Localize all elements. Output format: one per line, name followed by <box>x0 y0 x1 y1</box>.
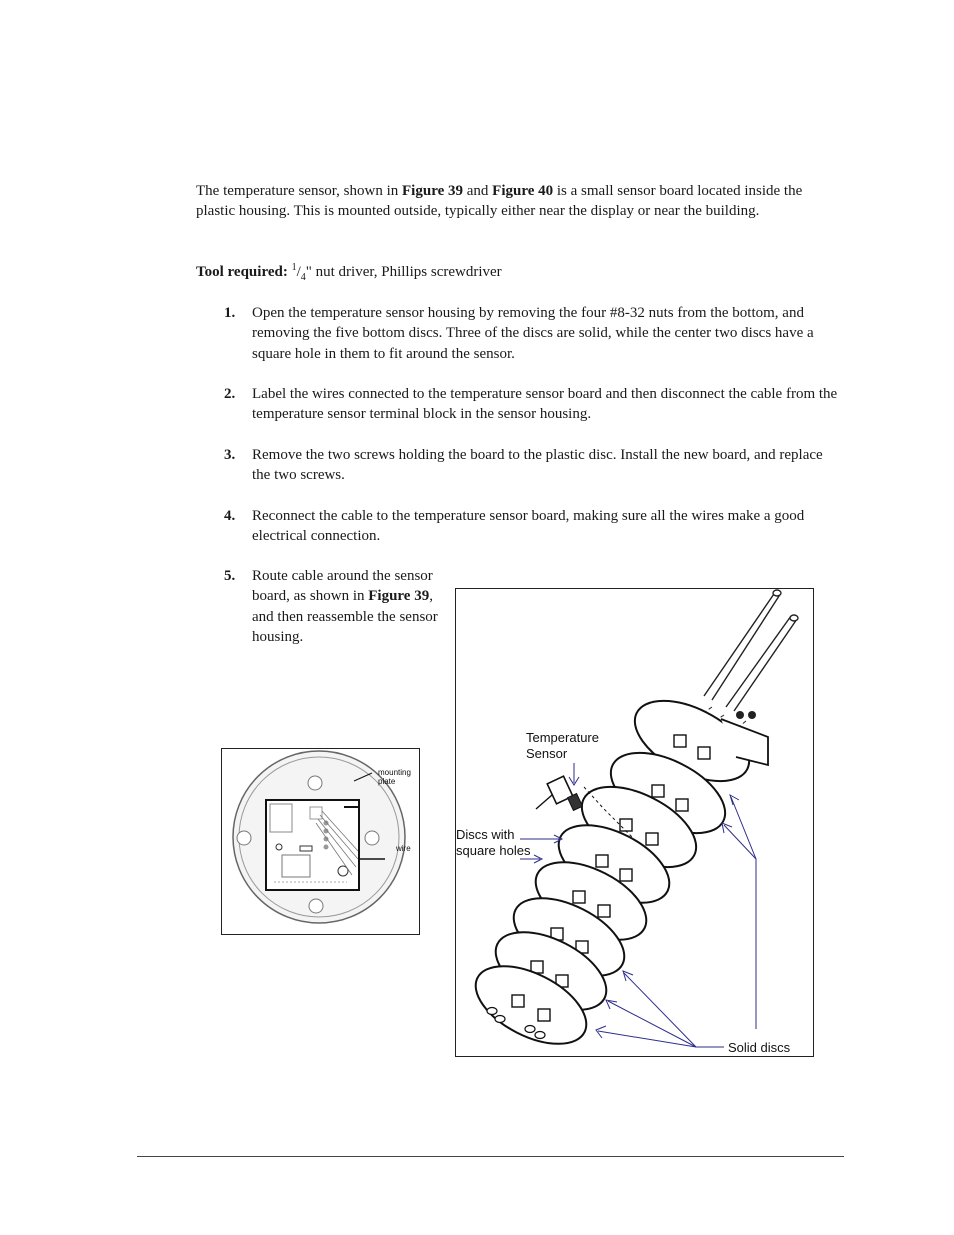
step-text: Label the wires connected to the temperature sensor board and then disconnect the cable from the temperature sensor terminal block in the sensor housing. <box>252 386 838 423</box>
step-number: 4. <box>224 508 236 524</box>
fraction-numerator: 1 <box>291 262 297 273</box>
fraction-slash: / <box>296 264 301 280</box>
wire-label: wire <box>396 844 411 853</box>
plate-label: plate <box>378 777 396 786</box>
intro-text-2: and <box>462 183 493 199</box>
sensor-board-drawing <box>222 749 419 934</box>
sensor-label: Sensor <box>526 746 568 761</box>
figure-40-ref: Figure 40 <box>492 183 554 199</box>
step-number: 5. <box>224 568 236 584</box>
solid-disc-arrow-mid <box>724 825 756 859</box>
mounting-label: mounting <box>378 768 411 777</box>
step-text: Open the temperature sensor housing by removing the four #8-32 nuts from the bottom, and removing the five bottom discs. Three of the discs are solid, while the center two discs have a square hole in them to fit around the sensor. <box>252 305 814 362</box>
step-text: Remove the two screws holding the board to the plastic disc. Install the new board, and replace the two screws. <box>252 447 823 484</box>
step-number: 3. <box>224 447 236 463</box>
discs-with-label: Discs with <box>456 827 515 842</box>
figure-39-sensor-board <box>221 748 420 935</box>
tool-required-line <box>196 262 836 282</box>
figure-40-exploded-housing <box>455 588 814 1057</box>
solid-disc-arrow-top <box>731 797 756 1029</box>
step-text: Reconnect the cable to the temperature sensor board, making sure all the wires make a good electrical connection. <box>252 508 805 545</box>
solid-disc-arrow-low1 <box>624 973 696 1047</box>
tool-required-label: Tool required: <box>196 264 288 280</box>
figure-39-ref: Figure 39 <box>368 588 430 605</box>
step-number: 1. <box>224 305 236 321</box>
temperature-label: Temperature <box>526 730 599 745</box>
figure-39-ref: Figure 39 <box>402 183 463 199</box>
step-text <box>252 566 438 647</box>
square-holes-label: square holes <box>456 843 531 858</box>
tool-list: " nut driver, Phillips screwdriver <box>305 264 502 280</box>
intro-paragraph <box>196 181 836 222</box>
step-number: 2. <box>224 386 236 402</box>
intro-text-1: The temperature sensor, shown in <box>196 183 403 199</box>
solid-discs-label: Solid discs <box>728 1040 791 1055</box>
footer-rule <box>137 1156 844 1157</box>
step-5-text-1: Route cable around the sensor board, as shown in <box>252 568 433 605</box>
exploded-housing-drawing <box>456 589 813 1056</box>
fraction-denominator: 4 <box>300 272 306 283</box>
step-5-text-2: , and then reassemble the sensor housing. <box>252 588 438 645</box>
intro-text-3: is a small sensor board located inside the plastic housing. This is mounted outside, typically either near the display or near the building. <box>196 183 803 220</box>
